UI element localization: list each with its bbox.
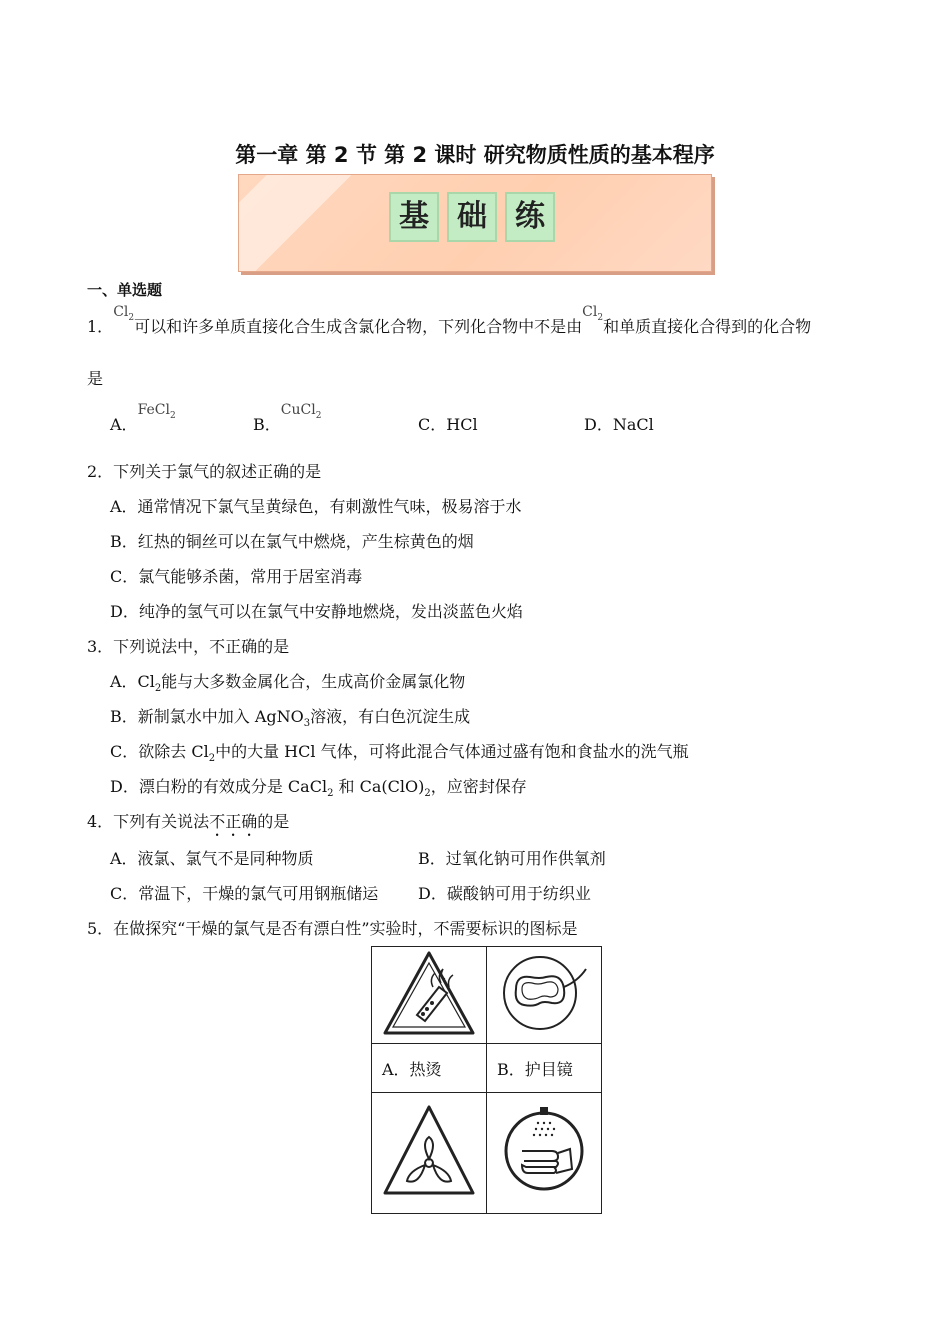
banner-char: 基 [389, 192, 439, 242]
ventilation-cell [372, 1093, 487, 1214]
safety-icon-table [371, 946, 602, 1214]
banner-stripe [238, 174, 371, 272]
q1-option-c[interactable]: C．HCl [418, 415, 478, 434]
emphasis-text: 不正确 [209, 812, 258, 831]
banner-char: 练 [505, 192, 555, 242]
q1-option-a[interactable]: A．FeCl$_2$ [110, 402, 176, 434]
q2-option-c[interactable]: C．氯气能够杀菌，常用于居室消毒 [110, 567, 363, 586]
q4-option-b[interactable]: B．过氧化钠可用作供氧剂 [418, 849, 606, 868]
question-1-stem: 1．$Cl_2$可以和许多单质直接化合生成含氯化合物，下列化合物中不是由$Cl_2$和单质直接化合得到的化合物 [87, 304, 812, 336]
q3-option-b[interactable]: B．新制氯水中加入 AgNO$_3$溶液，有白色沉淀生成 [110, 707, 471, 730]
q2-option-b[interactable]: B．红热的铜丝可以在氯气中燃烧，产生棕黄色的烟 [110, 532, 474, 551]
hot-surface-cell [372, 947, 487, 1044]
page-title: 第一章 第 2 节 第 2 课时 研究物质性质的基本程序 [235, 143, 715, 167]
question-4-stem: 4．下列有关说法不正确的是 [87, 812, 290, 831]
question-2-stem: 2．下列关于氯气的叙述正确的是 [87, 462, 322, 481]
q4-option-c[interactable]: C．常温下，干燥的氯气可用钢瓶储运 [110, 884, 379, 903]
question-3-stem: 3．下列说法中，不正确的是 [87, 637, 290, 656]
q1-option-b[interactable]: B．CuCl$_2$ [253, 402, 322, 434]
question-5-stem: 5．在做探究“干燥的氯气是否有漂白性”实验时，不需要标识的图标是 [87, 919, 578, 938]
hot-surface-icon [379, 947, 479, 1039]
q2-option-d[interactable]: D．纯净的氢气可以在氯气中安静地燃烧，发出淡蓝色火焰 [110, 602, 523, 621]
hot-surface-label[interactable]: A．热烫 [372, 1044, 487, 1093]
q4-option-a[interactable]: A．液氯、氯气不是同种物质 [110, 849, 314, 868]
wash-hands-cell [487, 1093, 602, 1214]
q3-option-c[interactable]: C．欲除去 $Cl_2$中的大量 HCl 气体，可将此混合气体通过盛有饱和食盐水的洗气瓶 [110, 742, 689, 765]
q2-option-a[interactable]: A．通常情况下氯气呈黄绿色，有刺激性气味，极易溶于水 [110, 497, 522, 516]
exhaust-fan-icon [379, 1093, 479, 1209]
banner-char: 础 [447, 192, 497, 242]
wash-hands-icon [494, 1093, 594, 1209]
goggles-cell [487, 947, 602, 1044]
cl2-formula: $Cl_2$ [582, 304, 604, 323]
q4-option-d[interactable]: D．碳酸钠可用于纺织业 [418, 884, 591, 903]
question-1-stem-cont: 是 [87, 369, 104, 388]
goggles-label[interactable]: B．护目镜 [487, 1044, 602, 1093]
q1-option-d[interactable]: D．NaCl [584, 415, 654, 434]
cl2-formula: $Cl_2$ [113, 304, 135, 323]
q3-option-d[interactable]: D．漂白粉的有效成分是 CaCl$_2$ 和 $Ca(ClO)_2$，应密封保存 [110, 777, 527, 800]
goggles-icon [494, 947, 594, 1039]
banner [238, 174, 712, 272]
section-heading: 一、单选题 [87, 281, 163, 299]
q3-option-a[interactable]: A．$Cl_2$能与大多数金属化合，生成高价金属氯化物 [110, 672, 466, 695]
